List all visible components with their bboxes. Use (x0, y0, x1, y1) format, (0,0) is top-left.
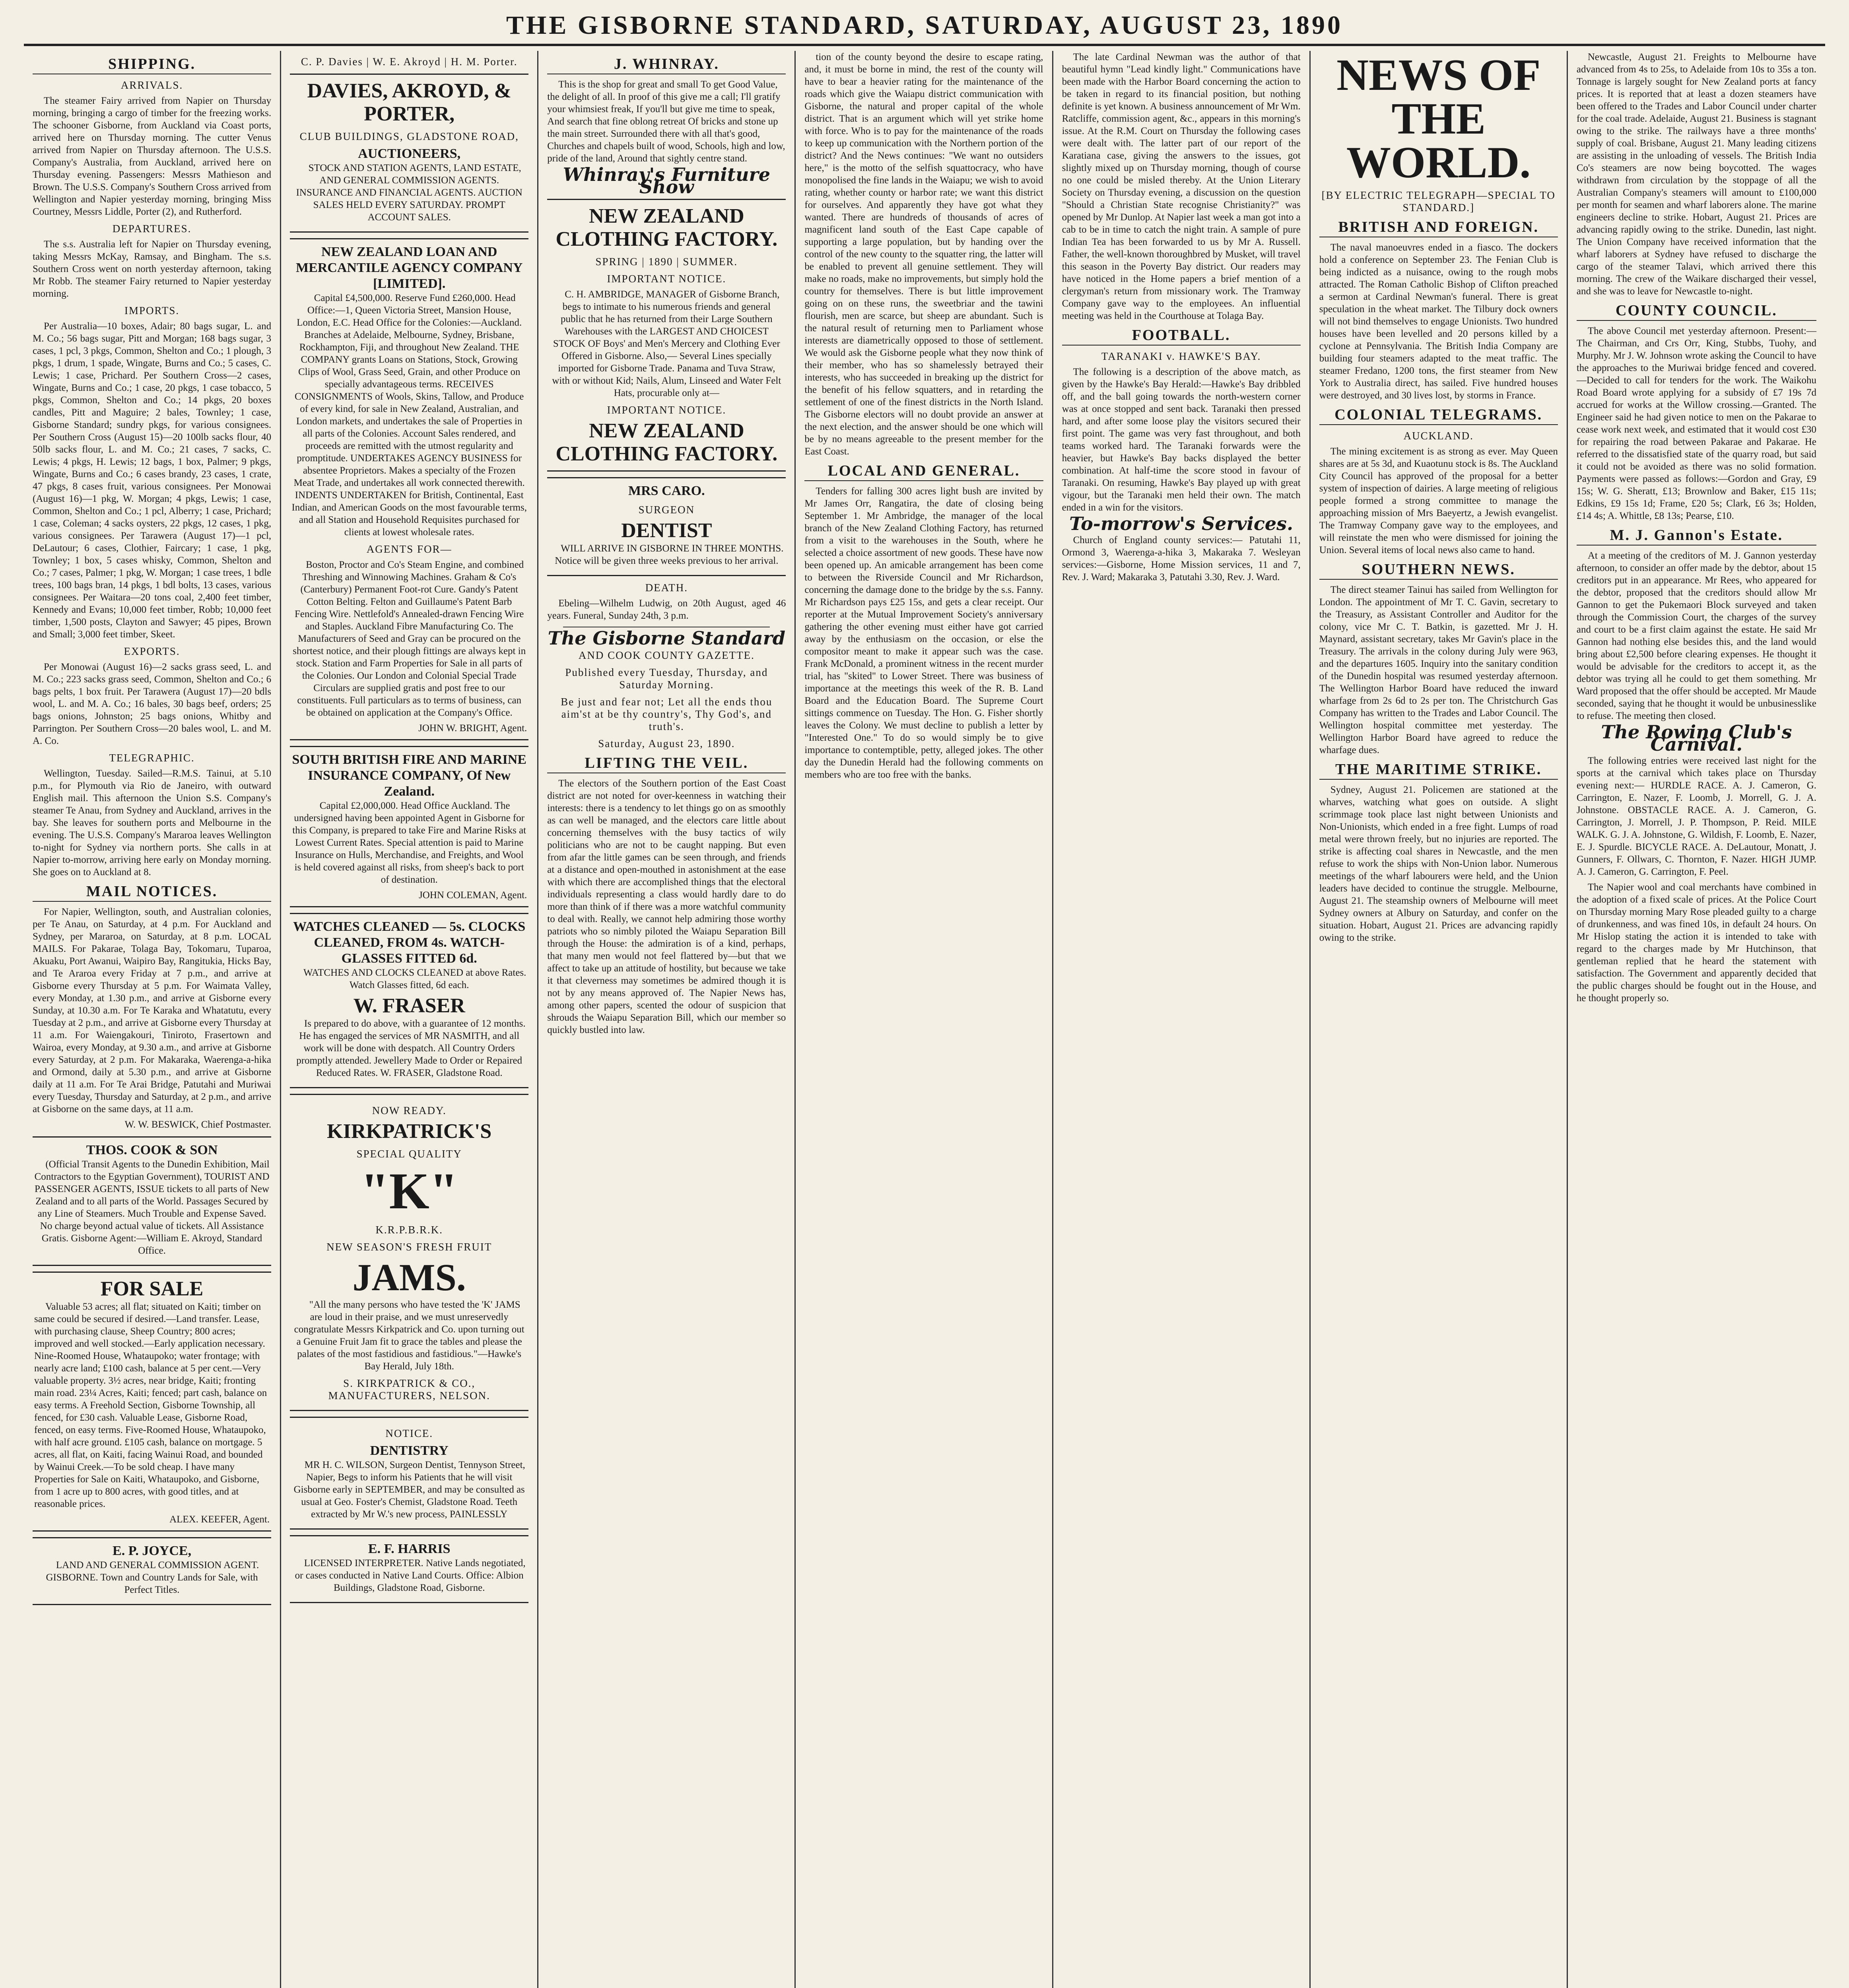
fraser-text: Is prepared to do above, with a guarantee of 12 months. He has engaged the services of MR NASMITH, and all work will be done with despatch. All Country Orders promptly attended. Jewellery Made to Order or Repaired Reduced Rates. W. FRASER, Gladstone Road. (296, 1018, 526, 1078)
death-text: Ebeling—Wilhelm Ludwig, on 20th August, aged 46 years. Funeral, Sunday 24th, 3 p.m. (547, 598, 786, 621)
maritime-text: Sydney, August 21. Policemen are stationed at the wharves, watching what goes on outside. A slight scrimmage took place last night between Unionists and Non-Unionists, which ended in a free fight. Lumps of road metal were thrown freely, but no injuries are reported. The strike is affecting coal shares in Newcastle, and the men refuse to work the ships with Non-Union labor. Numerous meetings of the wharf labourers were held, and the Union leaders have decided to continue the struggle. Melbourne, August 21. The steamship owners of Melbourne will meet Sydney owners at Albury on Saturday, and confer on the situation. Hobart, August 21. Prices are advancing rapidly owing to the strike. (1319, 784, 1558, 943)
column-6 (1311, 51, 1568, 1988)
paper-date: Saturday, August 23, 1890. (598, 738, 735, 749)
telegraphic-title: TELEGRAPHIC. (109, 752, 195, 764)
forsale-title: FOR SALE (100, 1277, 204, 1300)
british-text: The naval manoeuvres ended in a fiasco. The dockers hold a conference on September 23. The Fenian Club is being indicted as a nuisance, owing to the rough mobs attracted. The Roman Catholic Bishop of Clifton preached a sermon at Cardinal Newman's funeral. There is great speculation in the wheat market. The Tilbury dock owners will not bind themselves to engage Unionists. Two hundred houses have been levelled and 20 persons killed by a cyclone at Pennsylvania. The British India Company are building four steamers adapted to the meat traffic. The steamer Fredano, 1200 tons, the first steamer from New York to Australia direct, has sailed. Five hundred houses were destroyed, and 30 lives lost, by storms in France. (1319, 242, 1558, 401)
maritime-title: THE MARITIME STRIKE. (1319, 763, 1558, 780)
column-1 (24, 51, 281, 1988)
telegraphic-text: Wellington, Tuesday. Sailed—R.M.S. Tainui, at 5.10 p.m., for Plymouth via Rio de Janeiro, with outward English mail. This afternoon the Union S.S. Company's steamer Te Anau, from Sydney and Auckland, arrives in the bay. She leaves for southern ports and Melbourne in the evening. The U.S.S. Company's Mararoa leaves Wellington to-night for Sydney via northern ports. She calls in at Napier to-morrow, arriving here early on Monday morning. She goes on to Auckland at 8. (33, 768, 272, 878)
mail-text: For Napier, Wellington, south, and Australian colonies, per Te Anau, on Saturday, at 4 p.m. For Auckland and Sydney, per Mararoa, on Saturday, at 8 p.m. LOCAL MAILS. For Pakarae, Tolaga Bay, Tokomaru, Tuparoa, Akuaku, Port Awanui, Waipiro Bay, Rangitukia, Hicks Bay, and Te Araroa every Friday at 7 p.m., and arrive at Gisborne every Thursday at 5 p.m. For Waimata Valley, every Monday, at 1.30 p.m., and arrive at Gisborne every Sunday, at 10.30 a.m. For Te Karaka and Whatatutu, every Tuesday at 2 p.m., and arrive at Gisborne every Thursday at 11 a.m. For Waiengakouri, Tiniroto, Frasertown and Wairoa, every Monday, at 9.30 a.m., and arrive at Gisborne every Saturday, at 2 p.m. For Makaraka, Waerenga-a-hika and Ormond, daily at 5.30 p.m., and arrive at Gisborne daily at 11 a.m. For Te Arai Bridge, Patutahi and Muriwai every Tuesday, Thursday and Saturday, at 2 p.m., and arrive at Gisborne on the same days, at 11 a.m. (33, 907, 272, 1114)
caro-title: MRS CARO. (628, 483, 705, 498)
whinray-title: J. WHINRAY. (547, 58, 786, 74)
firm-text: STOCK AND STATION AGENTS, LAND ESTATE, AND GENERAL COMMISSION AGENTS. INSURANCE AND FINANCIAL AGENTS. AUCTION SALES HELD EVERY SATURDAY. PROMPT ACCOUNT SALES. (296, 163, 522, 223)
auckland-text: The mining excitement is as strong as ever. May Queen shares are at 5s 3d, and Kuaotunu stock is 8s. The Auckland City Council has approved of the proposal for a better system of inspection of dairies. A large meeting of religious people formed a strong committee to manage the approaching mission of Mrs Baeyertz, a Jewish evangelist. The Tramway Company gave way to the employees, and will reinstate the men who were dismissed for joining the Union. Several items of local news also came to hand. (1319, 446, 1558, 555)
sbfm-ad (290, 746, 528, 907)
rowing-title: The Rowing Club's Carnival. (1601, 721, 1792, 755)
departures-title: DEPARTURES. (112, 223, 192, 235)
news-title: NEWS OF THE WORLD. (1336, 51, 1541, 187)
leader-title: LIFTING THE VEIL. (547, 757, 786, 773)
agents-for-title: AGENTS FOR— (366, 543, 452, 555)
nzloan-text: Capital £4,500,000. Reserve Fund £260,000. Head Office:—1, Queen Victoria Street, Mansion House, London, E.C. Head Office for the Colonies:—Auckland. Branches at Adelaide, Melbourne, Sydney, Brisbane, Rockhampton, Fiji, and throughout New Zealand. THE COMPANY grants Loans on Stations, Stock, Growing Clips of Wool, Grass Seed, Grain, and other Produce on specially advantageous terms. RECEIVES CONSIGNMENTS of Wools, Skins, Tallow, and Produce of every kind, for sale in New Zealand, Australian, and London markets, and undertakes the sale of Properties in all parts of the Colonies. Account Sales rendered, and proceeds are remitted with the utmost regularity and promptitude. UNDERTAKES AGENCY BUSINESS for absentee Proprietors. Makes a specialty of the Frozen Meat Trade, and undertakes all work connected therewith. INDENTS UNDERTAKEN for British, Continental, East Indian, and American Goods on the most favourable terms, and all Station and Household Requisites purchased for clients at lowest wholesale rates. (291, 293, 527, 538)
services-title: To-morrow's Services. (1069, 513, 1294, 534)
closing-text: The Napier wool and coal merchants have combined in the adoption of a fixed scale of prices. At the Police Court on Thursday morning Mary Rose pleaded guilty to a charge of drunkenness, and was fined 10s, in default 24 hours. On Mr Hislop stating the action it is intended to take with regard to the charges made by Mr Hutchinson, that gentleman replied that he heard the statement with satisfaction. The Government and apparently decided that the public charges should be fought out in the House, and he thought properly so. (1576, 882, 1816, 1004)
caro-ad (547, 477, 786, 576)
harris-title: E. F. HARRIS (368, 1541, 451, 1556)
clothing-season: SPRING | 1890 | SUMMER. (595, 256, 738, 268)
kirkpatrick-k: "K" (360, 1163, 458, 1220)
cook-title: THOS. COOK & SON (86, 1143, 218, 1157)
gannon-title: M. J. Gannon's Estate. (1577, 529, 1816, 546)
column-5 (1053, 51, 1311, 1988)
forsale-signature: ALEX. KEEFER, Agent. (169, 1514, 270, 1525)
news-subtitle: [BY ELECTRIC TELEGRAPH—SPECIAL TO STANDARD.] (1321, 189, 1556, 214)
clothing-ad (547, 199, 786, 472)
arrivals-text: The steamer Fairy arrived from Napier on Thursday morning, bringing a cargo of timber for the freezing works. The schooner Gisborne, from Auckland via Coast ports, arrived here on Thursday morning. The cutter Venus arrived from Napier on Thursday afternoon. The U.S.S. Company's Australia, from Auckland, arrived here on Thursday evening. Passengers: Messrs Mathieson and Brown. The U.S.S. Company's Southern Cross arrived from Wellington and Napier yesterday morning, bringing Miss Courtney, Messrs Liddle, Porter (2), and Rutherford. (33, 95, 272, 217)
arrivals-title: ARRIVALS. (120, 79, 183, 91)
southern-text: The direct steamer Tainui has sailed from Wellington for London. The appointment of Mr T. C. Gavin, secretary to the Treasury, as Assistant Controller and Auditor for the colony, vice Mr C. T. Batkin, is gazetted. Mr J. H. Maynard, assistant secretary, takes Mr Gavin's place in the Treasury. The arrivals in the colony during July were 963, and the departures 1605. Inquiry into the sanitary condition of the Dunedin hospital was resumed yesterday afternoon. The Wellington Harbor Board have reduced the inward wharfage from 2s 6d to 2s per ton. The Christchurch Gas Company has written to the Trades and Labor Council. The Wellington hospital committee met yesterday. The Wellington Harbor Board have agreed to reduce the wharfage dues. (1319, 584, 1558, 755)
sbfm-signature: JOHN COLEMAN, Agent. (419, 890, 527, 901)
clothing-title: NEW ZEALAND CLOTHING FACTORY. (555, 205, 778, 250)
watches-text: WATCHES CLEANED — 5s. CLOCKS CLEANED, FROM 4s. WATCH-GLASSES FITTED 6d. (293, 919, 526, 966)
shipping-title: SHIPPING. (33, 58, 271, 74)
imports-text: Per Australia—10 boxes, Adair; 80 bags sugar, L. and M. Co.; 56 bags sugar, Pitt and Morgan; 168 bags sugar, 3 cases, 1 pcl, 3 pkgs, Common, Shelton and Co.; 1 plough, 3 pkgs, 1 drum, 1 spade, Wingate, Burns and Co.; 5 cases, C. Lewis; 1 case, Prichard. Per Southern Cross—2 cases, Wingate, Burns and Co.; 1 case, 20 pkgs, 1 case tobacco, 5 pkgs, Common, Shelton and Co.; 14 pkgs, 20 boxes candles, Pitt and Maguire; 2 bales, Townley; 1 case, Gisborne Standard; sundry pkgs, for various consignees. Per Southern Cross (August 15)—20 100lb sacks flour, 40 50lb sacks flour, L. and M. Co.; 21 cases, 7 sacks, C. Lewis; 4 pkgs, H. Lewis; 12 bags, 1 box, Palmer; 9 pkgs, Wingate, Burns and Co.; 6 cases brandy, 23 cases, 1 crate, 47 pkgs, 8 cases fruit, various consignees. Per Monowai (August 16)—1 pkg, W. Morgan; 4 pkgs, Lewis; 1 case, Common, Shelton and Co.; 1 pcl, Alberry; 1 case, Prichard; 1 case, Coleman; 4 sacks oysters, 22 pkgs, 12 cases, 1 pkg, various consignees. Per Tarawera (August 17)—1 pcl, DeLautour; 6 cases, Clothier, Faircary; 1 case, 1 pkg, Townley; 1 box, 5 cases whisky, Common, Shelton and Co.; 7 cases, Palmer; 1 pkg, W. Morgan; 1 case trees, 1 bdle trees, 100 bags bran, 14 pkgs, 1 bdl bolts, 13 cases, various consignees. Per Waitara—20 tons coal, 2,400 feet timber, Kennedy and Evans; 10,000 feet timber, Robb; 10,000 feet timber, 1,500 posts, Clayton and Sawyer; 45 pipes, Brown and Small; 3,000 feet timber, Skeet. (33, 321, 272, 640)
departures-text: The s.s. Australia left for Napier on Thursday evening, taking Messrs McKay, Ramsay, and Bingham. The s.s. Southern Cross went on north yesterday afternoon, taking Mr Robb. The steamer Fairy returned to Napier yesterday morning. (33, 239, 272, 299)
dentistry-title: DENTISTRY (370, 1443, 449, 1458)
clothing-side-right: IMPORTANT NOTICE. (607, 404, 726, 416)
caro-text: WILL ARRIVE IN GISBORNE IN THREE MONTHS. Notice will be given three weeks previous to her arrival. (555, 543, 784, 566)
kirkpatrick-jams: JAMS. (352, 1256, 466, 1299)
paper-published: Published every Tuesday, Thursday, and Saturday Morning. (565, 666, 768, 691)
dentistry-text: MR H. C. WILSON, Surgeon Dentist, Tennyson Street, Napier, Begs to inform his Patients that he will visit Gisborne early in SEPTEMBER, and may be consulted as usual at Geo. Foster's Chemist, Gladstone Road. Teeth extracted by Mr W.'s new process, PAINLESSLY (293, 1460, 525, 1520)
joyce-ad (33, 1537, 271, 1605)
nzloan-signature: JOHN W. BRIGHT, Agent. (418, 723, 527, 734)
dentistry-ad (290, 1417, 528, 1530)
nzloan-title: NEW ZEALAND LOAN AND MERCANTILE AGENCY COMPANY [LIMITED]. (295, 245, 523, 291)
exports-title: EXPORTS. (124, 645, 180, 657)
column-4 (796, 51, 1053, 1988)
colonial-title: COLONIAL TELEGRAMS. (1319, 409, 1558, 425)
clothing-text: C. H. AMBRIDGE, MANAGER of Gisborne Branch, begs to intimate to his numerous friends and general public that he has returned from their Large Southern Warehouses with the LARGEST AND CHOICEST STOCK OF Boys' and Men's Mercery and Clothing Ever Offered in Gisborne. Also,— Several Lines specially imported for Gisborne Trade. Panama and Tuva Straw, with or without Kid; Nails, Alum, Linseed and Water Felt Hats, procurable only at— (552, 289, 781, 398)
kirkpatrick-text: "All the many persons who have tested the 'K' JAMS are loud in their praise, and we must unreservedly congratulate Messrs Kirkpatrick and Co. upon turning out a Genuine Fruit Jam fit to grace the tables and please the palates of the most fastidious and fastidious."—Hawke's Bay Herald, July 18th. (294, 1299, 524, 1372)
kirkpatrick-line: NEW SEASON'S FRESH FRUIT (326, 1241, 492, 1253)
paper-subtitle: AND COOK COUNTY GAZETTE. (578, 649, 755, 661)
nzloan-ad (290, 238, 528, 740)
caro-surgeon: SURGEON (638, 504, 695, 516)
joyce-text: LAND AND GENERAL COMMISSION AGENT. GISBORNE. Town and Country Lands for Sale, with Perfect Titles. (46, 1560, 259, 1595)
strike-continued: Newcastle, August 21. Freights to Melbourne have advanced from 4s to 25s, to Adelaide from 10s to 35s a ton. Tonnage is largely sought for New Zealand ports at fancy prices. It is reported that at least a dozen steamers have been offered to the Trades and Labor Council under charter for the coal trade. Adelaide, August 21. Business is stagnant owing to the strike. The railways have a three months' supply of coal. Brisbane, August 21. Many leading citizens are assisting in the unloading of vessels. The British India Co's steamers are now being boycotted. The wages withdrawn from circulation by the stoppage of all the Australian Company's steamers will amount to £100,000 per month for seamen and wharf laborers alone. The marine engineers decline to strike. Hobart, August 21. Prices are advancing rapidly owing to the strike. Dunedin, last night. The Union Company have received information that the wharf laborers at Sydney have refused to discharge the cargo of the steamer Talavi, which arrived there this morning. The crew of the Waikare discharged their vessel, and she was to leave for Newcastle to-night. (1576, 52, 1816, 297)
southern-title: SOUTHERN NEWS. (1319, 563, 1558, 580)
kirkpatrick-brand: K.R.P.B.R.K. (375, 1224, 443, 1236)
furniture-show: Whinray's Furniture Show (563, 164, 771, 198)
notice-title: NOTICE. (385, 1427, 433, 1439)
football-text: The following is a description of the above match, as given by the Hawke's Bay Herald:—Hawke's Bay dribbled off, and the ball going towards the north-western corner was at once stopped and sent back. Taranaki then pressed hard, and after some loose play the visitors secured their first point. The game was very fast throughout, and both teams worked hard. The Taranaki forwards were the heavier, but Hawke's Bay backs displayed the better combination. At half-time the score stood in favour of Taranaki. On resuming, Hawke's Bay played up with great vigour, but the Taranaki men held their own. The match ended in a win for the visitors. (1062, 367, 1301, 513)
rowing-text: The following entries were received last night for the sports at the carnival which takes place on Thursday evening next:— HURDLE RACE. A. J. Cameron, G. Carrington, E. Nazer, F. Loomb, J. Morrell, G. J. A. Johnstone. OBSTACLE RACE. A. J. Cameron, G. Carrington, J. Morrell, J. P. Thompson, P. Reid. MILE WALK. G. J. A. Johnstone, G. Wildish, F. Loomb, E. Nazer, E. J. Spurdle. BICYCLE RACE. A. DeLautour, Monatt, J. Gunners, F. Ollwars, C. Thornton, F. Nazer. HIGH JUMP. A. J. Cameron, G. Carrington, F. Peel. (1576, 755, 1816, 877)
local-text: Tenders for falling 300 acres light bush are invited by Mr James Orr, Rangatira, the date of closing being September 1. Mr Ambridge, the manager of the local branch of the New Zealand Clothing Factory, has returned from a visit to the warehouses in the South, where he selected a choice assortment of new goods. These have now been opened up. An amicable arrangement has been come to between the Riverside Council and Mr Richardson, concerning the damage done to the bridge by the s.s. Fanny. Mr Richardson pays £25 15s, and gets a clear receipt. Our reporter at the Mutual Improvement Society's anniversary gathering the other evening must either have got carried away by the enthusiasm on the occasion, or else the compositor meant to make it appear such was the case. Frank McDonald, a prominent witness in the recent murder trial, has "skited" to Lower Street. There was business of importance at the meetings this week of the R. B. Land Board and the Education Board. The Supreme Court sittings commence on Tuesday. The Hon. G. Fisher shortly leaves the Colony. We must decline to publish a letter by "Interested One." To do so would simply be to give importance to contemptible, petty, alleged jokes. The other day the Dunedin Herald had the following comments on members who are too free with the banks. (804, 486, 1043, 780)
british-title: BRITISH AND FOREIGN. (1319, 221, 1558, 237)
harris-text: LICENSED INTERPRETER. Native Lands negotiated, or cases conducted in Native Land Courts. Office: Albion Buildings, Gladstone Road, Gisborne. (295, 1558, 526, 1593)
council-text: The above Council met yesterday afternoon. Present:—The Chairman, and Crs Orr, King, Stubbs, Tuohy, and Murphy. Mr J. W. Johnson wrote asking the Council to have the approaches to the Muriwai bridge fenced and covered.—Decided to call for tenders for the work. The Waikohu Road Board wrote applying for a subsidy of £7 19s 7d accrued for works at the Willow crossing.—Granted. The Engineer said he had given notice to men on the Pakarae to cease work next week, and estimated that it would cost £30 for repairing the road between Pakarae and Pakarae. He referred to the dissatisfied state of the quarry road, but said it could not be avoided as there was no solid formation. Payments were passed as follows:—Gordon and Gray, £9 15s; W. G. Sheratt, £13; Brownlow and Baker, £15 11s; Edkins, £9 15s 1d; Frame, £20 5s; Clark, £6 3s; Holden, £14 4s; A. Whittle, £8 13s; Pearse, £10. (1576, 326, 1816, 521)
sbfm-title: SOUTH BRITISH FIRE AND MARINE INSURANCE COMPANY, Of New Zealand. (292, 752, 526, 799)
exports-text: Per Monowai (August 16)—2 sacks grass seed, L. and M. Co.; 223 sacks grass seed, Common, Shelton and Co.; 6 bags pelts, 1 box fruit. Per Tarawera (August 17)—20 bdls wool, L. and M. A. Co.; 16 bales, 30 bags beef, orders; 25 bags onions, Johnston; 25 bags onions, Whitby and Parrington. Per Southern Cross—20 bales wool, L. and M. A. Co. (33, 662, 272, 746)
forsale-ad (33, 1272, 271, 1532)
firm-ad (290, 74, 528, 233)
paper-motto: Be just and fear not; Let all the ends thou aim'st at be thy country's, Thy God's, and truth's. (561, 696, 773, 732)
local-title: LOCAL AND GENERAL. (804, 465, 1043, 481)
column-2 (281, 51, 538, 1988)
auctioneers-label: AUCTIONEERS, (358, 146, 461, 161)
mail-signature: W. W. BESWICK, Chief Postmaster. (124, 1119, 272, 1130)
columns (24, 51, 1825, 1988)
clothing-side-left: IMPORTANT NOTICE. (607, 273, 726, 285)
column-7 (1568, 51, 1825, 1988)
masthead (24, 7, 1825, 46)
death-title: DEATH. (645, 582, 688, 594)
kirkpatrick-signature: S. KIRKPATRICK & CO., MANUFACTURERS, NELSON. (328, 1377, 490, 1402)
clothing-title-2: NEW ZEALAND CLOTHING FACTORY. (555, 419, 778, 465)
fraser-intro: WATCHES AND CLOCKS CLEANED at above Rates. Watch Glasses fitted, 6d each. (303, 967, 526, 990)
football-title: FOOTBALL. (1062, 329, 1301, 346)
fraser-title: W. FRASER (353, 994, 465, 1017)
auckland-title: AUCKLAND. (1403, 430, 1474, 442)
firm-title: DAVIES, AKROYD, & PORTER, (307, 80, 511, 125)
firm-sub: CLUB BUILDINGS, GLADSTONE ROAD, (299, 130, 519, 142)
harris-ad (290, 1535, 528, 1603)
services-text: Church of England county services:— Patutahi 11, Ormond 3, Waerenga-a-hika 3, Makaraka 7. Wesleyan services:—Gisborne, Home Mission services, 11 and 7, Rev. J. Ward; Makaraka 3, Patutahi 3.30, Rev. J. Ward. (1062, 535, 1301, 582)
kirkpatrick-sub: SPECIAL QUALITY (356, 1148, 462, 1160)
leader-text: The electors of the Southern portion of the East Coast district are not noted for over-keenness in watching their interests: there is a tendency to let things go on as smoothly as can well be managed, and the electors care little about concerning themselves with the busy tactics of wily politicians who are not to be caught napping. But even from afar the little games can be seen through, and friends at a distance and open-mouthed in astonishment at the ease with which there are accomplished things that the electoral individuals representing a class would hardly dare to do more than think of if there was a more watchful community to deal with. Really, we cannot help admiring those worthy patriots who so nimbly piloted the Waiapu Separation Bill through the House: the admiration is of a kind, perhaps, that many men would not feel flattered by—but that we affect to take up an attitude of hostility, but because we take it that cleverness may sometimes be admired though it is not by any means approved of. The Napier News has, among other papers, scented the odour of suspicion that shrouds the Waiapu Separation Bill, which our member so quickly bustled into law. (547, 778, 786, 1035)
firm-names: C. P. Davies | W. E. Akroyd | H. M. Porter. (301, 56, 518, 68)
column-3 (538, 51, 796, 1988)
paper-title: The Gisborne Standard (548, 627, 786, 649)
leader-continued: tion of the county beyond the desire to escape rating, and, it must be borne in mind, the rest of the county will have to bear a heavier rating for the maintenance of the roads which give the Waiapu district communication with Gisborne, the natural and proper capital of the whole district. That is an argument which will yet strike home with force. Who is to pay for the maintenance of the roads to keep up communication with the Northern portion of the district? And the News continues: "We want no outsiders here," is the motto of the selfish squattocracy, who have monopolised the fine lands in the Waiapu; we wish to avoid rating, whether county or harbor rate; we want this district for ourselves. And apparently they have got what they wanted. There are hundreds of thousands of acres of magnificent land south of the East Cape capable of supporting a large population, but by handing over the control of the new county to the squatter ring, the latter will be enabled to prevent all genuine settlement. They will make no roads, make no improvements, but simply hold the country for themselves. There is but little improvement going on on these runs, the sweetbriar and the tawini flourish, men are scarce, but sheep are abundant. Such is the natural result of returning men to Parliament whose interests are diametrically opposed to those of settlement. We would ask the Gisborne people what they now think of their member, who has so shamelessly betrayed their interests, who has succeeded in breaking up the district for the benefit of his fellow squatters, and in retarding the settlement of one of the finest districts in the North Island. The Gisborne electors will no doubt provide an answer at the next election, and the answer should be one which will be by no means agreeable to the present member for the East Coast. (804, 52, 1043, 457)
local-continued: The late Cardinal Newman was the author of that beautiful hymn "Lead kindly light." Communications have been made with the Harbor Board concerning the action to be taken in regard to its financial position, but nothing definite is yet known. A business announcement of Mr Wm. Ratcliffe, commission agent, &c., appears in this morning's issue. At the R.M. Court on Thursday the following cases were dealt with. The latter part of our report of the Karatiana case, giving the answers to the issues, got slightly mixed up on Thursday morning, though of course no one could be misled thereby. At the Union Literary Society on Thursday evening, a discussion on the question "Should a Christian State recognise Christianity?" was opened by Mr Dunlop. At Napier last week a man got into a cab to be in time to catch the night train. A sample of pure Indian Tea has been forwarded to us by Mr A. Russell. Father, the well-known thoroughbred by Musket, will travel this season in the Poverty Bay district. Our readers may have noticed in the Home papers a brief mention of a clergyman's return from missionary work. The Tramway Company gave way to the employees. An influential meeting was held in the Courthouse at Tolaga Bay. (1062, 52, 1301, 321)
sbfm-text: Capital £2,000,000. Head Office Auckland. The undersigned having been appointed Agent in Gisborne for this Company, is prepared to take Fire and Marine Risks at Lowest Current Rates. Special attention is paid to Marine Insurance on Hulls, Merchandise, and Freights, and Wool is held covered against all risks, from sheep's back to port of destination. (292, 800, 526, 885)
joyce-title: E. P. JOYCE, (113, 1543, 192, 1558)
imports-title: IMPORTS. (124, 305, 180, 316)
watches-ad (290, 913, 528, 1088)
gannon-text: At a meeting of the creditors of M. J. Gannon yesterday afternoon, to consider an offer made by the debtor, about 15 creditors put in an appearance. Mr Rees, who appeared for the debtor, proposed that the creditors should allow Mr Gannon to get the Pukemaori Block surveyed and taken through the Commission Court, the charges of the survey and court to be a first claim against the estate. He said Mr Gannon had nothing else besides this, and the land would bring about £2,500 before clearing expenses. He thought it would be advisable for the creditors to accept it, as the debtor was trying all he could to get them something. Mr Ward proposed that the offer should be accepted. Mr Maude seconded, saying that he thought it would be unbusinesslike to refuse. The meeting then closed. (1576, 550, 1816, 721)
kirkpatrick-ad (290, 1094, 528, 1411)
agents-for-text: Boston, Proctor and Co's Steam Engine, and combined Threshing and Winnowing Machines. Graham & Co's (Canterbury) Permanent Foot-rot Cure. Gandy's Patent Cotton Belting. Felton and Guillaume's Patent Barb Fencing Wire. Nettlefold's Annealed-drawn Fencing Wire and Staples. Auckland Fibre Manufacturing Co. The Manufacturers of Seed and Gray can be procured on the shortest notice, and their plough fittings are always kept in stock. Station and Farm Properties for Sale in all parts of the Colonies. Our London and Colonial Special Trade Circulars are supplied gratis and post free to our constituents. Full particulars as to terms of business, can be obtained on application at the Company's Office. (293, 559, 526, 718)
forsale-text: Valuable 53 acres; all flat; situated on Kaiti; timber on same could be secured if desired.—Land transfer. Lease, with purchasing clause, Sheep Country; 800 acres; improved and well stocked.—Early application necessary. Nine-Roomed House, Whataupoko; water frontage; with nearly acre land; £100 cash, balance at 5 per cent.—Very valuable property. 3½ acres, near bridge, Kaiti; fronting main road. 23¼ Acres, Kaiti; fenced; part cash, balance on easy terms. A Freehold Section, Gisborne Township, all fenced, for £30 cash. Valuable Lease, Gisborne Road, fenced, on easy terms. Five-Roomed House, Whataupoko, with half acre ground. £105 cash, balance on mortgage. 5 acres, all flat, on Kaiti, facing Wainui Road, and bounded by Wainui Creek.—To be sold cheap. I have many Properties for Sale on Kaiti, Whataupoko, and Gisborne, from 1 acre up to 800 acres, with good titles, and at reasonable prices. (34, 1301, 267, 1509)
caro-dentist: DENTIST (621, 519, 712, 542)
mail-title: MAIL NOTICES. (33, 885, 271, 902)
newspaper-title: THE GISBORNE STANDARD, SATURDAY, AUGUST 23, 1890 (506, 11, 1343, 40)
football-subtitle: TARANAKI v. HAWKE'S BAY. (1101, 350, 1261, 362)
cook-text: (Official Transit Agents to the Dunedin Exhibition, Mail Contractors to the Egyptian Government), TOURIST AND PASSENGER AGENTS, ISSUE tickets to all parts of New Zealand and to all parts of the World. Passages Secured by any Line of Steamers. Much Trouble and Expense Saved. No charge beyond actual value of tickets. All Assistance Gratis. Gisborne Agent:—William E. Akroyd, Standard Office. (34, 1159, 270, 1256)
cook-ad (33, 1136, 271, 1266)
council-title: COUNTY COUNCIL. (1577, 305, 1816, 321)
now-ready: NOW READY. (372, 1105, 447, 1116)
whinray-poem: This is the shop for great and small To get Good Value, the delight of all. In proof of this give me a call; I'll gratify your whimsiest freak, If you'll but give me time to speak, And search that fine oblong retreat Of bricks and stone up the main street. Surrounded there with all that's good, Churches and chapels built of wood, Schools, high and low, pride of the land, Around that sightly centre stand. (547, 79, 785, 164)
kirkpatrick-title: KIRKPATRICK'S (327, 1120, 492, 1143)
